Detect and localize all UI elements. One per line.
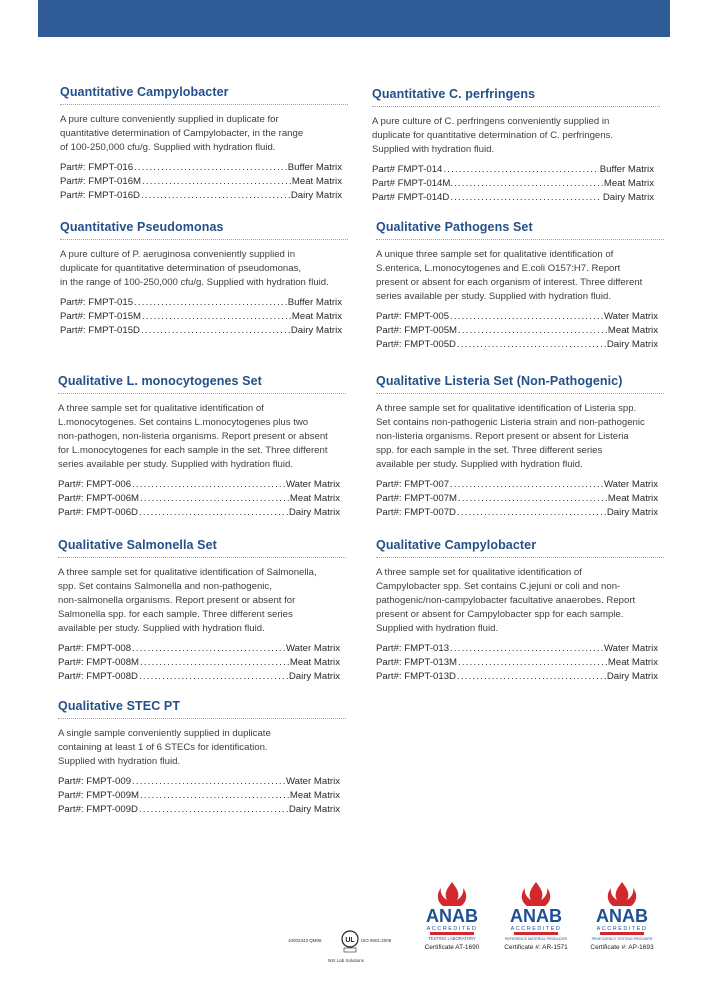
part-row: Part#: FMPT-009D ..... Dairy Matrix [58,803,340,817]
part-list [372,163,654,205]
part-row: Part#: FMPT-013 ..... Water Matrix [376,642,658,656]
part-list [60,161,342,203]
svg-text:ACCREDITED: ACCREDITED [596,926,648,932]
ul-registration [288,918,403,968]
part-row: Part# FMPT-014D ..... Dairy Matrix [372,191,654,205]
part-row: Part#: FMPT-013M ..... Meat Matrix [376,656,658,670]
part-list [60,296,342,338]
part-row: Part#: FMPT-008M ..... Meat Matrix [58,656,340,670]
section-quantitative-pseudomonas [60,220,342,338]
svg-text:ANAB: ANAB [596,906,648,926]
divider [376,557,664,558]
section-qualitative-salmonella-set [58,538,340,684]
section-quantitative-campylobacter [60,85,342,203]
section-qualitative-pathogens-set [376,220,658,352]
part-row: Part#: FMPT-009 ..... Water Matrix [58,775,340,789]
part-list [58,775,340,817]
part-row: Part# FMPT-014M. ..... Meat Matrix [372,177,654,191]
svg-text:PROFICIENCY TESTING PROVIDER: PROFICIENCY TESTING PROVIDER [591,937,653,941]
certificate-number: Certificate AT-1690 [424,944,480,951]
section-qualitative-l-monocytogenes-set [58,374,340,520]
part-row: Part#: FMPT-016D ..... Dairy Matrix [60,189,342,203]
section-title: Quantitative Campylobacter [60,85,229,99]
header-bar [38,0,670,37]
svg-text:ANAB: ANAB [426,906,478,926]
divider [60,104,348,105]
svg-text:ACCREDITED: ACCREDITED [426,926,478,932]
part-row: Part#: FMPT-005M ..... Meat Matrix [376,324,658,338]
part-row: Part#: FMPT-015 ..... Buffer Matrix [60,296,342,310]
anab-badge-reference [498,880,574,970]
divider [60,239,348,240]
part-row: Part#: FMPT-015D ..... Dairy Matrix [60,324,342,338]
svg-text:REFERENCE MATERIAL PRODUCER: REFERENCE MATERIAL PRODUCER [504,937,568,941]
section-description: A pure culture conveniently supplied in duplicate for quantitative determination of Campylobacter, in the range of 100-250,000 cfu/g. Supplied with hydration fluid. [60,114,304,153]
section-description: A unique three sample set for qualitative identification of S.enterica, L.monocytogenes and E.coli O157:H7. Report present or absent for each organism of interest. Three different series available per study. Supplied with hydration fluid. [376,249,643,302]
section-title: Qualitative Salmonella Set [58,538,217,552]
part-row: Part#: FMPT-016M ..... Meat Matrix [60,175,342,189]
divider [58,718,346,719]
part-row: Part#: FMPT-008D ..... Dairy Matrix [58,670,340,684]
part-row: Part#: FMPT-016 ..... Buffer Matrix [60,161,342,175]
part-row: Part#: FMPT-006D ..... Dairy Matrix [58,506,340,520]
anab-badge-proficiency [584,880,660,970]
svg-text:ANAB: ANAB [510,906,562,926]
svg-text:ACCREDITED: ACCREDITED [510,926,562,932]
anab-badge-testing [414,880,490,970]
section-description: A single sample conveniently supplied in duplicate containing at least 1 of 6 STECs for identification. Supplied with hydration fluid. [58,728,271,767]
part-row: Part#: FMPT-007D ..... Dairy Matrix [376,506,658,520]
certificate-number: Certificate #: AP-1693 [590,944,654,951]
part-list [58,478,340,520]
section-description: A three sample set for qualitative identification of L.monocytogenes. Set contains L.monocytogenes plus two non-pathogen, non-listeria organisms. Report present or absent for L.monocytogenes for each sample in the set. Three different series available per study. Supplied with hydration fluid. [58,403,328,470]
anab-logo-icon [416,880,488,942]
section-qualitative-stec-pt [58,699,340,817]
part-list [58,642,340,684]
part-row: Part#: FMPT-008 ..... Water Matrix [58,642,340,656]
part-row: Part#: FMPT-005D ..... Dairy Matrix [376,338,658,352]
section-qualitative-listeria-set [376,374,658,520]
section-title: Qualitative Campylobacter [376,538,537,552]
certificate-number: Certificate #: AR-1571 [504,944,568,951]
section-title: Quantitative C. perfringens [372,87,536,101]
part-list [376,478,658,520]
section-title: Quantitative Pseudomonas [60,220,224,234]
part-row: Part#: FMPT-015M ..... Meat Matrix [60,310,342,324]
part-row: Part#: FMPT-009M ..... Meat Matrix [58,789,340,803]
part-row: Part#: FMPT-007M ..... Meat Matrix [376,492,658,506]
part-row: Part#: FMPT-007 ..... Water Matrix [376,478,658,492]
section-title: Qualitative STEC PT [58,699,181,713]
section-description: A three sample set for qualitative identification of Salmonella, spp. Set contains Salmonella and non-pathogenic, non-salmonella organisms. Report present or absent for Salmonella spp. for each sample. Three different series available per study. Supplied with hydration fluid. [58,567,317,634]
section-description: A pure culture of C. perfringens conveniently supplied in duplicate for quantitative determination of C. perfringens. Supplied with hydration fluid. [372,116,614,155]
divider [372,106,660,107]
part-row: Part#: FMPT-013D ..... Dairy Matrix [376,670,658,684]
part-list [376,642,658,684]
part-row: Part#: FMPT-005 ..... Water Matrix [376,310,658,324]
section-title: Qualitative L. monocytogenes Set [58,374,262,388]
part-row: Part#: FMPT-006 ..... Water Matrix [58,478,340,492]
divider [58,393,346,394]
divider [376,239,664,240]
company-name: NSI Lab Solutions [328,958,365,963]
part-row: Part#: FMPT-006M ..... Meat Matrix [58,492,340,506]
section-description: A three sample set for qualitative identification of Listeria spp. Set contains non-pathogenic Listeria strain and non-pathogenic non-listeria organisms. Report present or absent for Listeria spp. for each sample in the set. Three different series available per study. Supplied with hydration fluid. [376,403,645,470]
section-title: Qualitative Listeria Set (Non-Pathogenic) [376,374,623,388]
section-qualitative-campylobacter [376,538,658,684]
registration-number: 10002343 QM08 [288,938,322,943]
divider [376,393,664,394]
iso-standard: ISO 9001:2008 [361,938,392,943]
part-row: Part# FMPT-014 ..... Buffer Matrix [372,163,654,177]
divider [58,557,346,558]
section-description: A three sample set for qualitative identification of Campylobacter spp. Set contains C.jejuni or coli and non- pathogenic/non-campylobacter facultative anaerobes. Report present or absent for Campylobacter spp for each sample. Supplied with hydration fluid. [376,567,636,634]
svg-text:TESTING LABORATORY: TESTING LABORATORY [428,936,476,941]
section-description: A pure culture of P. aeruginosa conveniently supplied in duplicate for quantitative determination of pseudomonas, in the range of 100-250,000 cfu/g. Supplied with hydration fluid. [60,249,329,288]
anab-logo-icon [500,880,572,942]
section-title: Qualitative Pathogens Set [376,220,533,234]
section-quantitative-c-perfringens [372,87,654,205]
anab-logo-icon [586,880,658,942]
part-list [376,310,658,352]
svg-text:UL: UL [345,937,355,944]
ul-logo-icon [341,928,359,954]
